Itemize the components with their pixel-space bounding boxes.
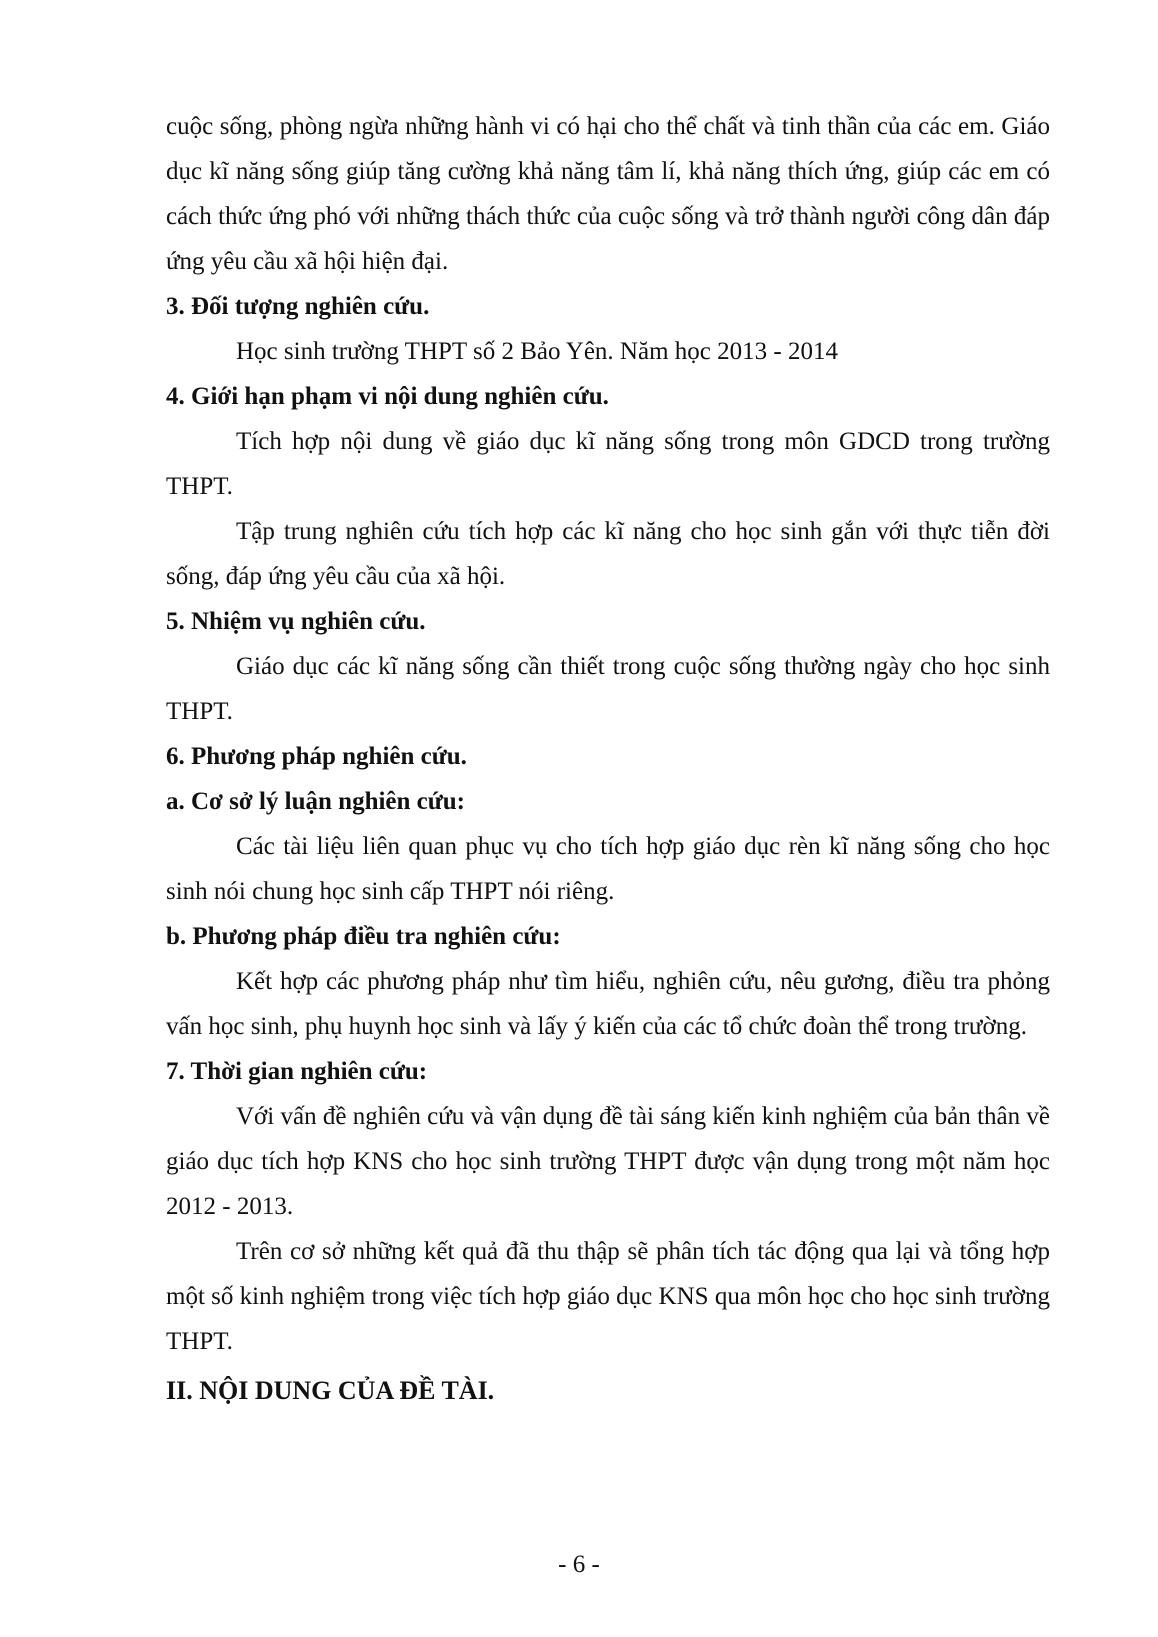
section-4-paragraph-2: Tập trung nghiên cứu tích hợp các kĩ năng cho học sinh gắn với thực tiễn đời sống, đáp ứng yêu cầu của xã hội. [166,518,1050,590]
section-7-heading: 7. Thời gian nghiên cứu: [166,1058,428,1085]
part-2-heading: II. NỘI DUNG CỦA ĐỀ TÀI. [166,1376,495,1405]
section-7-paragraph-2: Trên cơ sở những kết quả đã thu thập sẽ phân tích tác động qua lại và tổng hợp một số kinh nghiệm trong việc tích hợp giáo dục KNS qua môn học cho học sinh trường THPT. [166,1238,1050,1355]
section-5-heading: 5. Nhiệm vụ nghiên cứu. [166,608,426,635]
section-6a-body: Các tài liệu liên quan phục vụ cho tích hợp giáo dục rèn kĩ năng sống cho học sinh nói chung học sinh cấp THPT nói riêng. [166,833,1050,905]
section-7-paragraph-1: Với vấn đề nghiên cứu và vận dụng đề tài sáng kiến kinh nghiệm của bản thân về giáo dục tích hợp KNS cho học sinh trường THPT được vận dụng trong một năm học 2012 - 2013. [166,1103,1050,1220]
section-5-body: Giáo dục các kĩ năng sống cần thiết trong cuộc sống thường ngày cho học sinh THPT. [166,653,1050,725]
page-number: - 6 - [558,1551,600,1578]
page-content [166,104,1050,1413]
section-3-body: Học sinh trường THPT số 2 Bảo Yên. Năm học 2013 - 2014 [236,338,838,365]
section-4-paragraph-1: Tích hợp nội dung về giáo dục kĩ năng sống trong môn GDCD trong trường THPT. [166,428,1050,500]
section-6a-heading: a. Cơ sở lý luận nghiên cứu: [166,788,465,815]
intro-paragraph: cuộc sống, phòng ngừa những hành vi có hại cho thể chất và tinh thần của các em. Giáo dục kĩ năng sống giúp tăng cường khả năng tâm lí, khả năng thích ứng, giúp các em có cách thức ứng phó với những thách thức của cuộc sống và trở thành người công dân đáp ứng yêu cầu xã hội hiện đại. [166,113,1050,275]
section-4-heading: 4. Giới hạn phạm vi nội dung nghiên cứu. [166,383,609,410]
section-3-heading: 3. Đối tượng nghiên cứu. [166,293,430,320]
section-6b-body: Kết hợp các phương pháp như tìm hiểu, nghiên cứu, nêu gương, điều tra phỏng vấn học sinh, phụ huynh học sinh và lấy ý kiến của các tổ chức đoàn thể trong trường. [166,968,1050,1040]
section-6-heading: 6. Phương pháp nghiên cứu. [166,743,467,770]
section-6b-heading: b. Phương pháp điều tra nghiên cứu: [166,923,561,950]
